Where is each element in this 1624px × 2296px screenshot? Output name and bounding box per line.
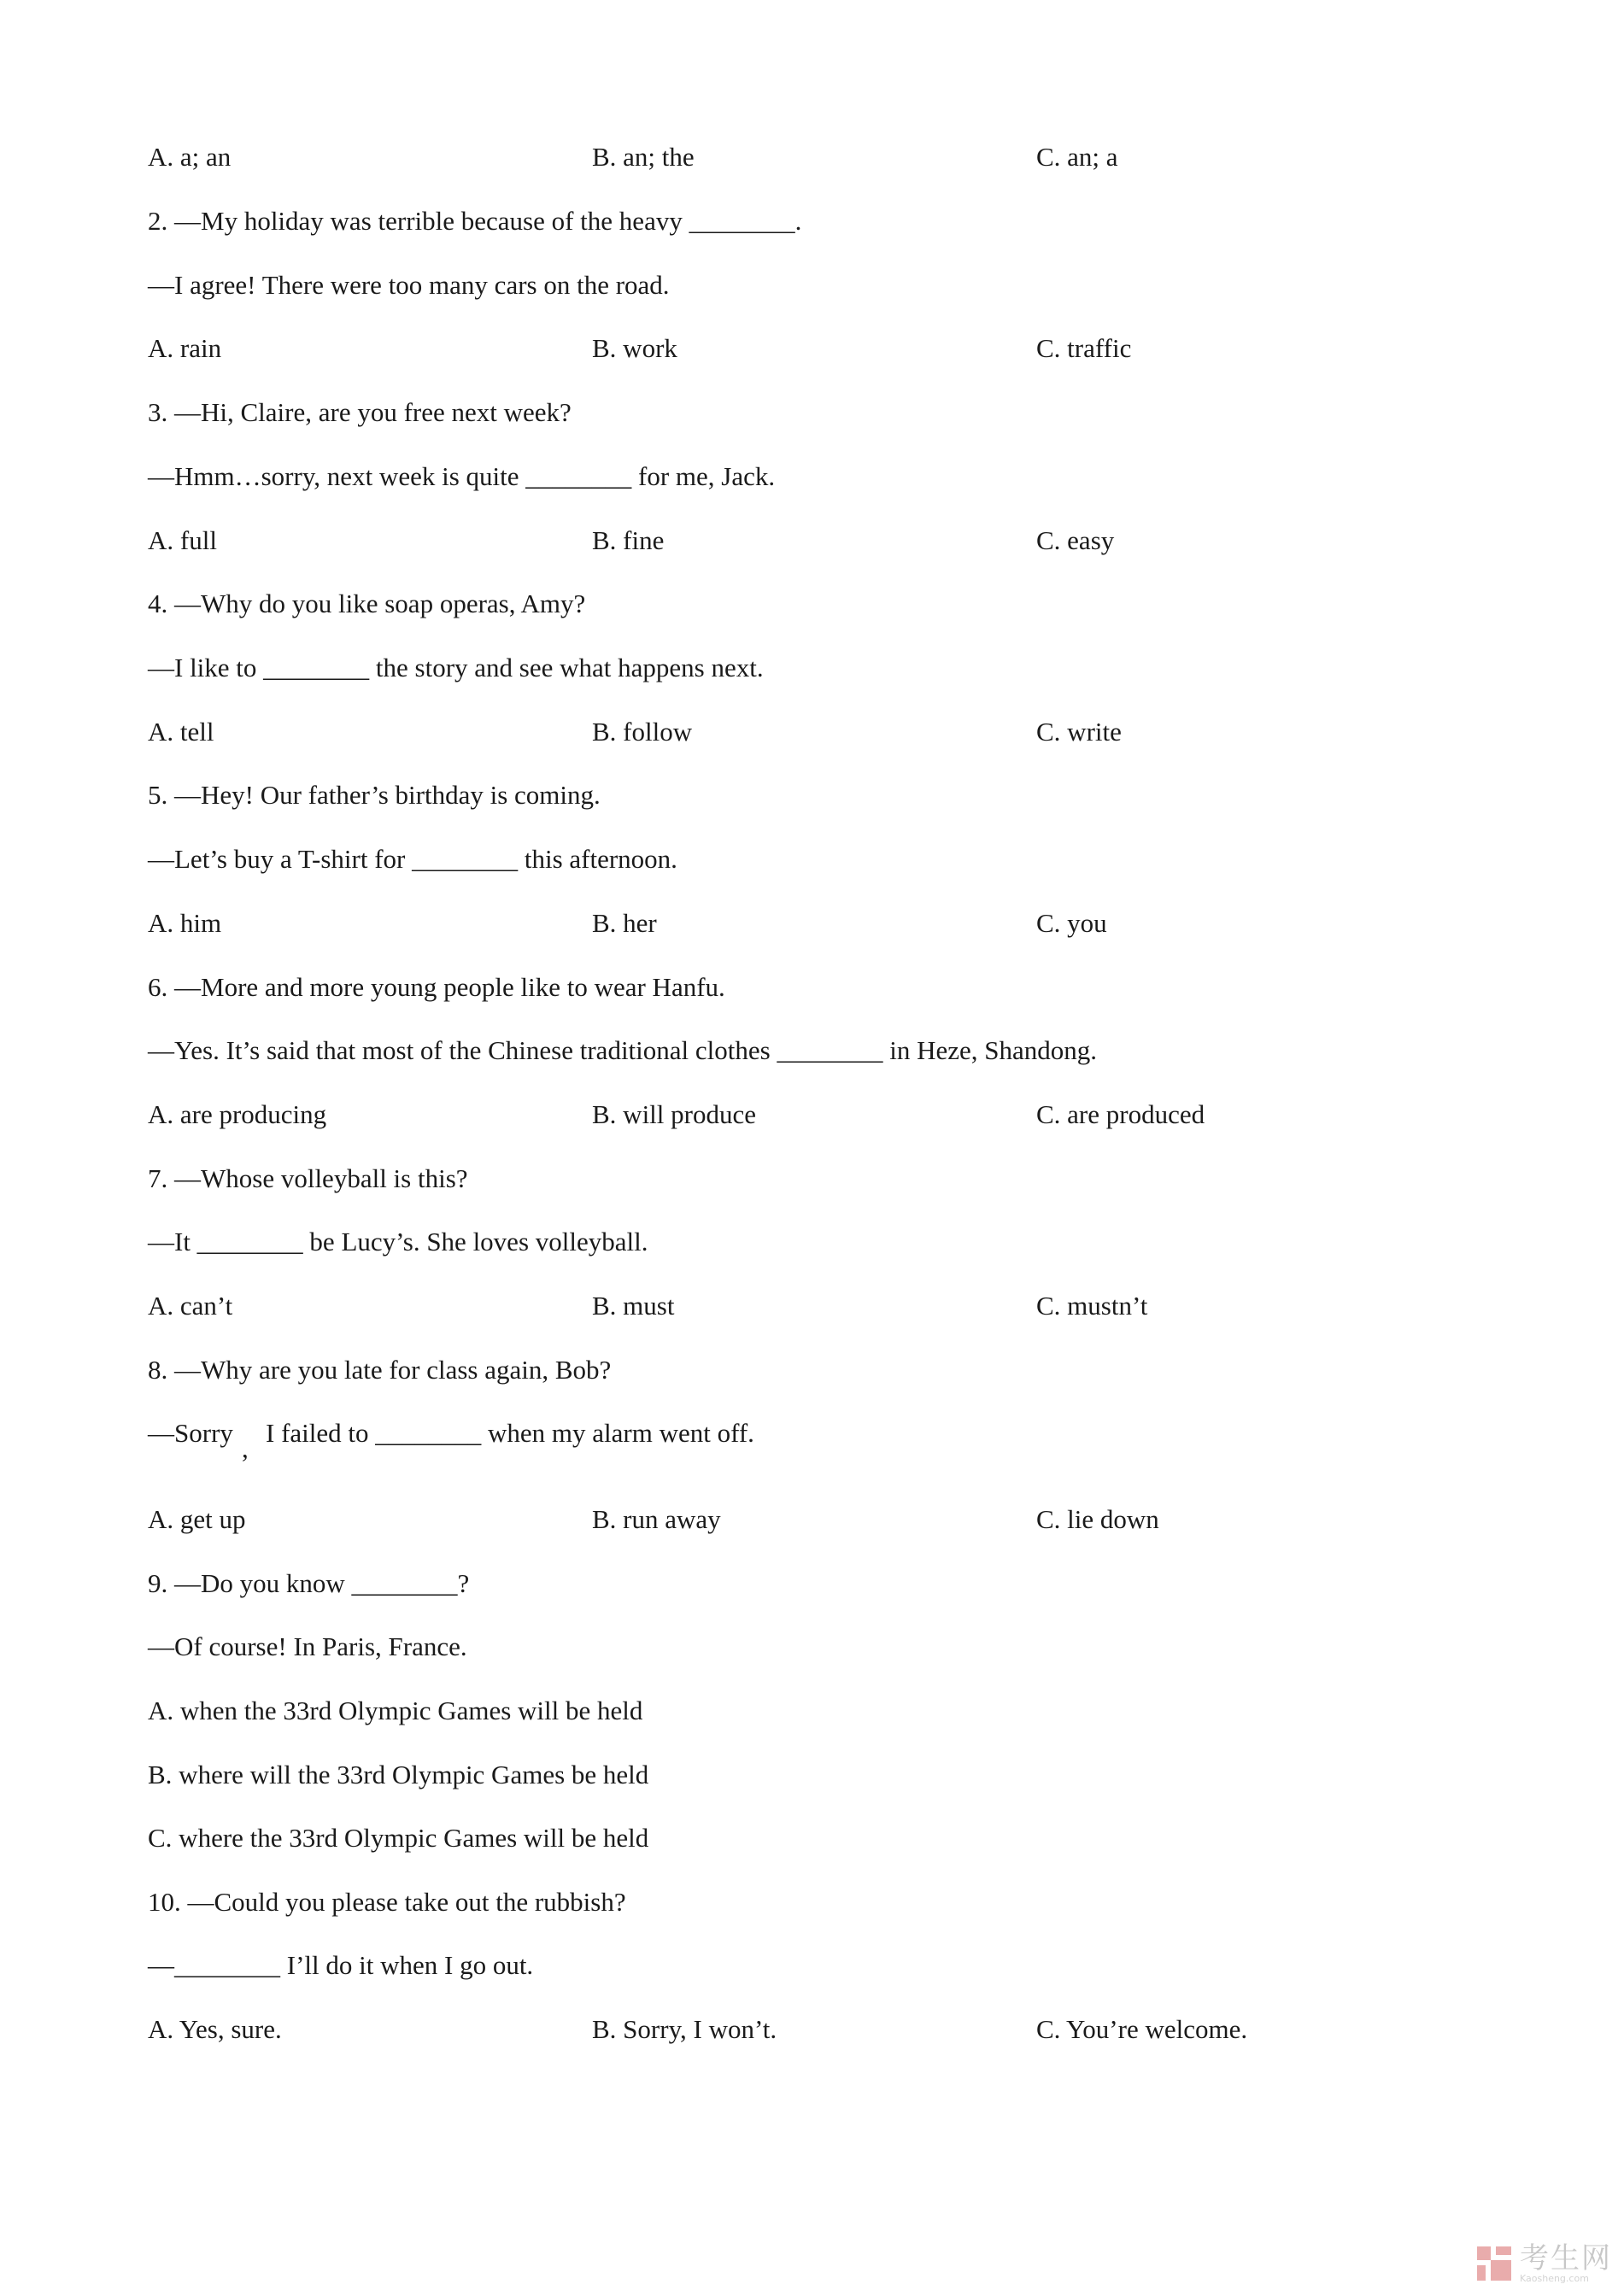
q2-response: —I agree! There were too many cars on the road. xyxy=(148,270,670,300)
q2-option-c: C. traffic xyxy=(1036,333,1132,363)
q4-option-b: B. follow xyxy=(592,717,693,747)
q4-option-a: A. tell xyxy=(148,717,214,747)
q2-option-b: B. work xyxy=(592,333,677,363)
q6-option-c: C. are produced xyxy=(1036,1099,1205,1129)
q8-option-c: C. lie down xyxy=(1036,1504,1159,1534)
watermark-text-en: Kaosheng.com xyxy=(1520,2273,1589,2284)
q1-option-b: B. an; the xyxy=(592,142,695,172)
q8-option-a: A. get up xyxy=(148,1504,246,1534)
q8-response-comma: , xyxy=(242,1433,249,1463)
q7-option-a: A. can’t xyxy=(148,1291,233,1321)
q5-question: 5. —Hey! Our father’s birthday is coming. xyxy=(148,780,601,810)
q8-response-part2: I failed to ________ when my alarm went off. xyxy=(266,1418,754,1448)
q10-option-a: A. Yes, sure. xyxy=(148,2014,282,2044)
q4-response: —I like to ________ the story and see what happens next. xyxy=(148,653,764,682)
q8-question: 8. —Why are you late for class again, Bob? xyxy=(148,1355,612,1385)
q6-option-a: A. are producing xyxy=(148,1099,327,1129)
q7-option-c: C. mustn’t xyxy=(1036,1291,1148,1321)
q6-question: 6. —More and more young people like to wear Hanfu. xyxy=(148,972,725,1002)
q4-question: 4. —Why do you like soap operas, Amy? xyxy=(148,589,586,618)
site-watermark xyxy=(1477,2243,1612,2284)
q9-response: —Of course! In Paris, France. xyxy=(148,1631,467,1661)
q5-option-c: C. you xyxy=(1036,908,1107,938)
q7-question: 7. —Whose volleyball is this? xyxy=(148,1163,468,1193)
q1-option-c: C. an; a xyxy=(1036,142,1118,172)
q9-option-c: C. where the 33rd Olympic Games will be held xyxy=(148,1823,649,1853)
q7-option-b: B. must xyxy=(592,1291,675,1321)
q10-option-b: B. Sorry, I won’t. xyxy=(592,2014,777,2044)
q8-response-part1: —Sorry xyxy=(148,1418,233,1448)
watermark-text-cn: 考生网 xyxy=(1520,2241,1612,2276)
kaosheng-logo-icon xyxy=(1477,2246,1511,2281)
q2-question: 2. —My holiday was terrible because of the heavy ________. xyxy=(148,206,802,236)
q8-option-b: B. run away xyxy=(592,1504,721,1534)
q1-option-a: A. a; an xyxy=(148,142,232,172)
q3-option-c: C. easy xyxy=(1036,525,1115,555)
q3-option-a: A. full xyxy=(148,525,217,555)
q10-question: 10. —Could you please take out the rubbish? xyxy=(148,1887,626,1917)
q2-option-a: A. rain xyxy=(148,333,222,363)
q5-option-b: B. her xyxy=(592,908,657,938)
q10-response: —________ I’ll do it when I go out. xyxy=(148,1950,534,1980)
q3-option-b: B. fine xyxy=(592,525,665,555)
q3-response: —Hmm…sorry, next week is quite ________ for me, Jack. xyxy=(148,461,776,491)
q7-response: —It ________ be Lucy’s. She loves volleyball. xyxy=(148,1227,648,1256)
q5-option-a: A. him xyxy=(148,908,222,938)
q6-response: —Yes. It’s said that most of the Chinese traditional clothes ________ in Heze, Shandong. xyxy=(148,1035,1097,1065)
q4-option-c: C. write xyxy=(1036,717,1122,747)
q5-response: —Let’s buy a T-shirt for ________ this afternoon. xyxy=(148,844,677,874)
q9-question: 9. —Do you know ________? xyxy=(148,1568,470,1598)
q9-option-a: A. when the 33rd Olympic Games will be held xyxy=(148,1696,643,1725)
q3-question: 3. —Hi, Claire, are you free next week? xyxy=(148,397,572,427)
q10-option-c: C. You’re welcome. xyxy=(1036,2014,1248,2044)
q6-option-b: B. will produce xyxy=(592,1099,756,1129)
q9-option-b: B. where will the 33rd Olympic Games be held xyxy=(148,1760,649,1789)
